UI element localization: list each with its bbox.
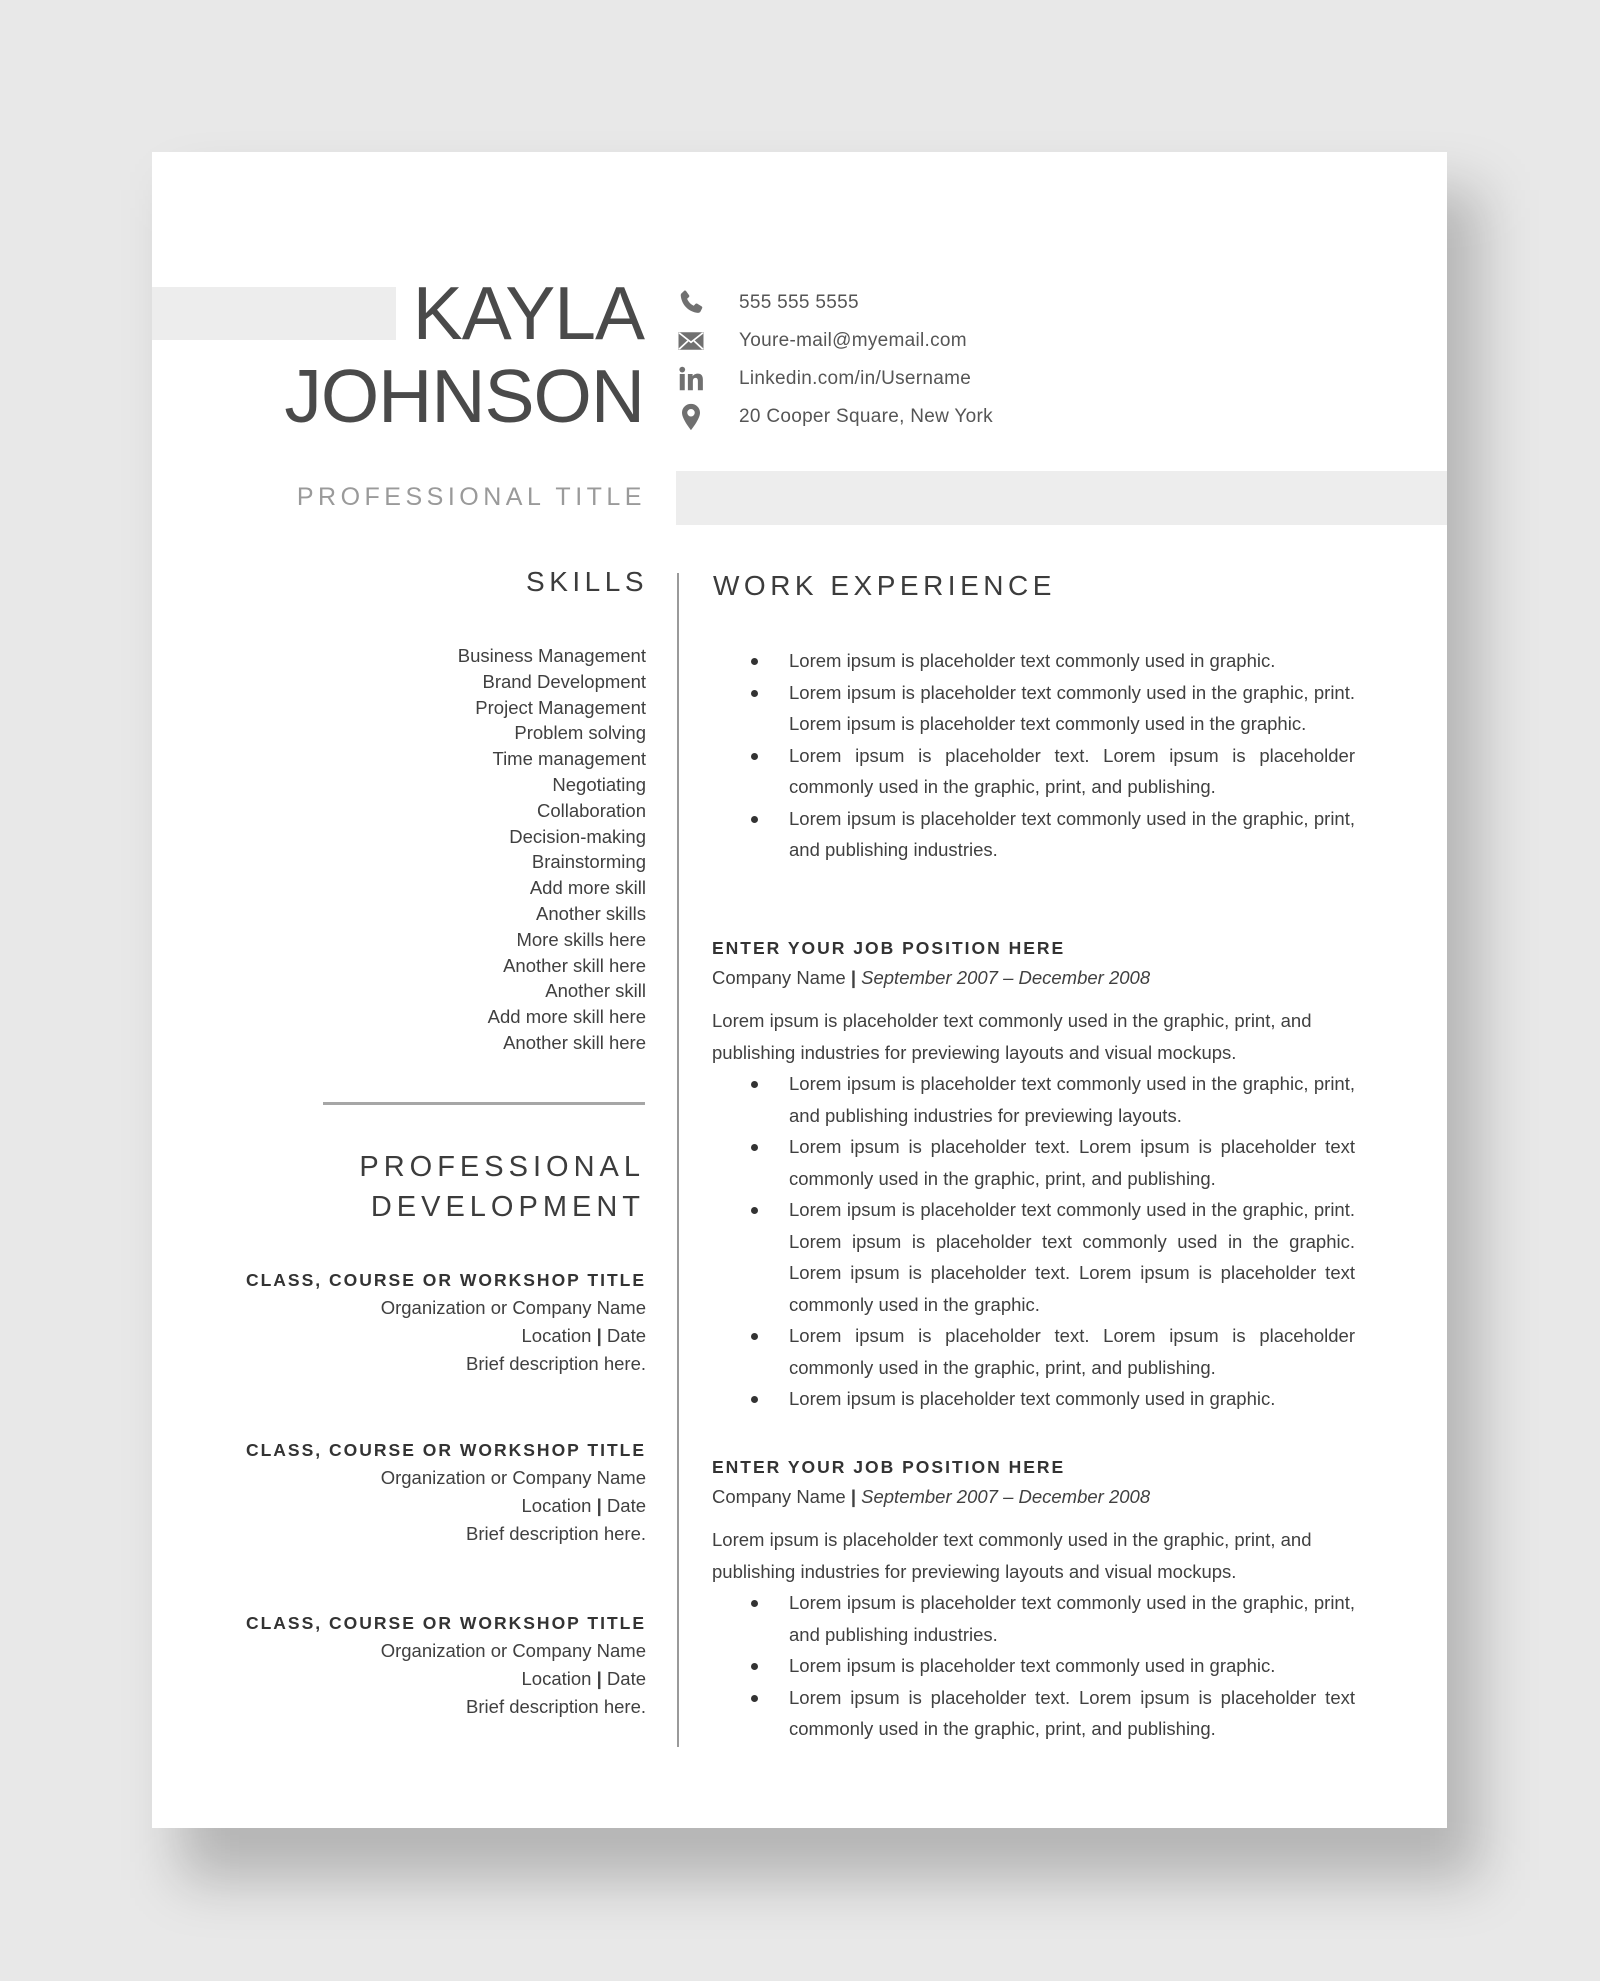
skill-item: Add more skill — [529, 877, 646, 899]
skills-heading: SKILLS — [526, 566, 648, 597]
course-entry — [246, 1609, 646, 1721]
job-dates: September 2007 – December 2008 — [861, 967, 1151, 988]
skill-item: Another skill here — [503, 1031, 646, 1053]
course-title: CLASS, COURSE OR WORKSHOP TITLE — [245, 1440, 646, 1460]
course-organization: Organization or Company Name — [380, 1467, 646, 1488]
course-date: Date — [606, 1668, 646, 1689]
course-entry — [246, 1266, 646, 1378]
separator: | — [596, 1668, 602, 1689]
bullet-icon — [751, 753, 758, 760]
bullet-item: Lorem ipsum is placeholder text. Lorem ipsum is placeholder text commonly used in the graphic, print, and publishing. — [712, 1682, 1355, 1745]
bullet-item: Lorem ipsum is placeholder text commonly used in the graphic, print. Lorem ipsum is placeholder text commonly used in the graphic. Lorem ipsum is placeholder text. Lorem ipsum is placeholder text commonly used in the graphic. — [712, 1194, 1355, 1320]
course-location-date — [246, 1322, 646, 1350]
separator: | — [596, 1325, 602, 1346]
course-location: Location — [521, 1668, 592, 1689]
separator: | — [850, 967, 856, 988]
job-entry — [712, 1452, 1355, 1745]
bullet-item: Lorem ipsum is placeholder text. Lorem ipsum is placeholder commonly used in the graphic, print, and publishing. — [712, 1320, 1355, 1383]
bullet-icon — [751, 658, 758, 665]
bullet-item: Lorem ipsum is placeholder text. Lorem ipsum is placeholder text commonly used in the graphic, print, and publishing. — [712, 1131, 1355, 1194]
resume-page — [152, 152, 1447, 1828]
email-icon — [676, 326, 706, 356]
bullet-icon — [751, 1207, 758, 1214]
bullet-item: Lorem ipsum is placeholder text commonly used in the graphic, print, and publishing industries. — [712, 803, 1355, 866]
course-description: Brief description here. — [466, 1523, 646, 1544]
course-location: Location — [521, 1495, 592, 1516]
pd-heading-line2: DEVELOPMENT — [370, 1191, 645, 1223]
bullet-icon — [751, 1333, 758, 1340]
job-description: Lorem ipsum is placeholder text commonly used in the graphic, print, and publishing industries for previewing layouts and visual mockups. — [712, 1529, 1312, 1582]
bullet-item: Lorem ipsum is placeholder text commonly used in the graphic, print, and publishing industries. — [712, 1587, 1355, 1650]
skill-item: Another skill here — [503, 954, 646, 976]
intro-bullets — [712, 645, 1355, 866]
address: 20 Cooper Square, New York — [739, 406, 993, 427]
professional-title: PROFESSIONAL TITLE — [296, 483, 646, 511]
contact-linkedin — [676, 364, 1076, 394]
skill-item: Add more skill here — [487, 1006, 646, 1028]
linkedin-url[interactable]: Linkedin.com/in/Username — [739, 368, 972, 389]
header-accent-bar-left — [152, 287, 396, 340]
location-pin-icon — [676, 402, 706, 432]
course-title: CLASS, COURSE OR WORKSHOP TITLE — [245, 1270, 646, 1290]
first-name: KAYLA — [412, 271, 644, 355]
bullet-icon — [751, 1081, 758, 1088]
bullet-icon — [751, 1695, 758, 1702]
course-organization: Organization or Company Name — [380, 1640, 646, 1661]
contact-location — [676, 402, 1076, 432]
section-divider — [323, 1102, 645, 1105]
professional-development-heading — [359, 1147, 645, 1227]
contact-phone — [676, 288, 1076, 318]
column-divider — [677, 573, 679, 1747]
course-title: CLASS, COURSE OR WORKSHOP TITLE — [245, 1613, 646, 1633]
skill-item: Negotiating — [552, 773, 646, 795]
bullet-icon — [751, 1396, 758, 1403]
contact-email — [676, 326, 1076, 356]
skill-item: Time management — [492, 748, 646, 770]
job-meta — [712, 1482, 1355, 1512]
skill-item: More skills here — [516, 928, 646, 950]
skill-item: Decision-making — [509, 825, 646, 847]
course-location: Location — [521, 1325, 592, 1346]
company-name: Company Name — [712, 1486, 846, 1507]
skill-item: Another skills — [535, 902, 646, 924]
skill-item: Brainstorming — [531, 851, 646, 873]
pd-heading-line1: PROFESSIONAL — [359, 1151, 645, 1183]
job-meta — [712, 963, 1355, 993]
bullet-item: Lorem ipsum is placeholder text commonly used in graphic. — [712, 1650, 1355, 1682]
course-location-date — [246, 1492, 646, 1520]
bullet-icon — [751, 1663, 758, 1670]
course-description: Brief description here. — [466, 1353, 646, 1374]
email-address[interactable]: Youre-mail@myemail.com — [739, 330, 967, 351]
phone-number[interactable]: 555 555 5555 — [739, 292, 859, 313]
linkedin-icon — [676, 364, 706, 394]
bullet-item: Lorem ipsum is placeholder text commonly used in the graphic, print, and publishing industries for previewing layouts. — [712, 1068, 1355, 1131]
course-description: Brief description here. — [466, 1696, 646, 1717]
skill-item: Project Management — [475, 696, 646, 718]
skill-item: Another skill — [545, 980, 646, 1002]
header-accent-bar-right — [676, 471, 1447, 525]
bullet-icon — [751, 690, 758, 697]
bullet-item: Lorem ipsum is placeholder text commonly used in the graphic, print. Lorem ipsum is placeholder text commonly used in the graphic. — [712, 677, 1355, 740]
bullet-icon — [751, 816, 758, 823]
course-date: Date — [606, 1495, 646, 1516]
separator: | — [596, 1495, 602, 1516]
bullet-item: Lorem ipsum is placeholder text. Lorem ipsum is placeholder commonly used in the graphic, print, and publishing. — [712, 740, 1355, 803]
job-description: Lorem ipsum is placeholder text commonly used in the graphic, print, and publishing industries for previewing layouts and visual mockups. — [712, 1010, 1312, 1063]
skill-item: Collaboration — [536, 799, 646, 821]
bullet-icon — [751, 1600, 758, 1607]
course-location-date — [246, 1665, 646, 1693]
job-dates: September 2007 – December 2008 — [861, 1486, 1151, 1507]
skill-item: Business Management — [457, 645, 646, 666]
phone-icon — [676, 288, 706, 318]
company-name: Company Name — [712, 967, 846, 988]
job-entry — [712, 933, 1355, 1415]
bullet-icon — [751, 1144, 758, 1151]
skill-item: Brand Development — [482, 670, 646, 692]
skill-item: Problem solving — [514, 722, 646, 744]
job-title: ENTER YOUR JOB POSITION HERE — [712, 1457, 1066, 1477]
bullet-item: Lorem ipsum is placeholder text commonly used in graphic. — [712, 645, 1355, 677]
last-name: JOHNSON — [284, 354, 644, 438]
separator: | — [850, 1486, 856, 1507]
job-title: ENTER YOUR JOB POSITION HERE — [712, 938, 1066, 958]
bullet-item: Lorem ipsum is placeholder text commonly used in graphic. — [712, 1383, 1355, 1415]
work-experience-heading: WORK EXPERIENCE — [713, 570, 1056, 601]
course-organization: Organization or Company Name — [380, 1297, 646, 1318]
skills-list — [458, 643, 646, 1056]
course-date: Date — [606, 1325, 646, 1346]
course-entry — [246, 1436, 646, 1548]
